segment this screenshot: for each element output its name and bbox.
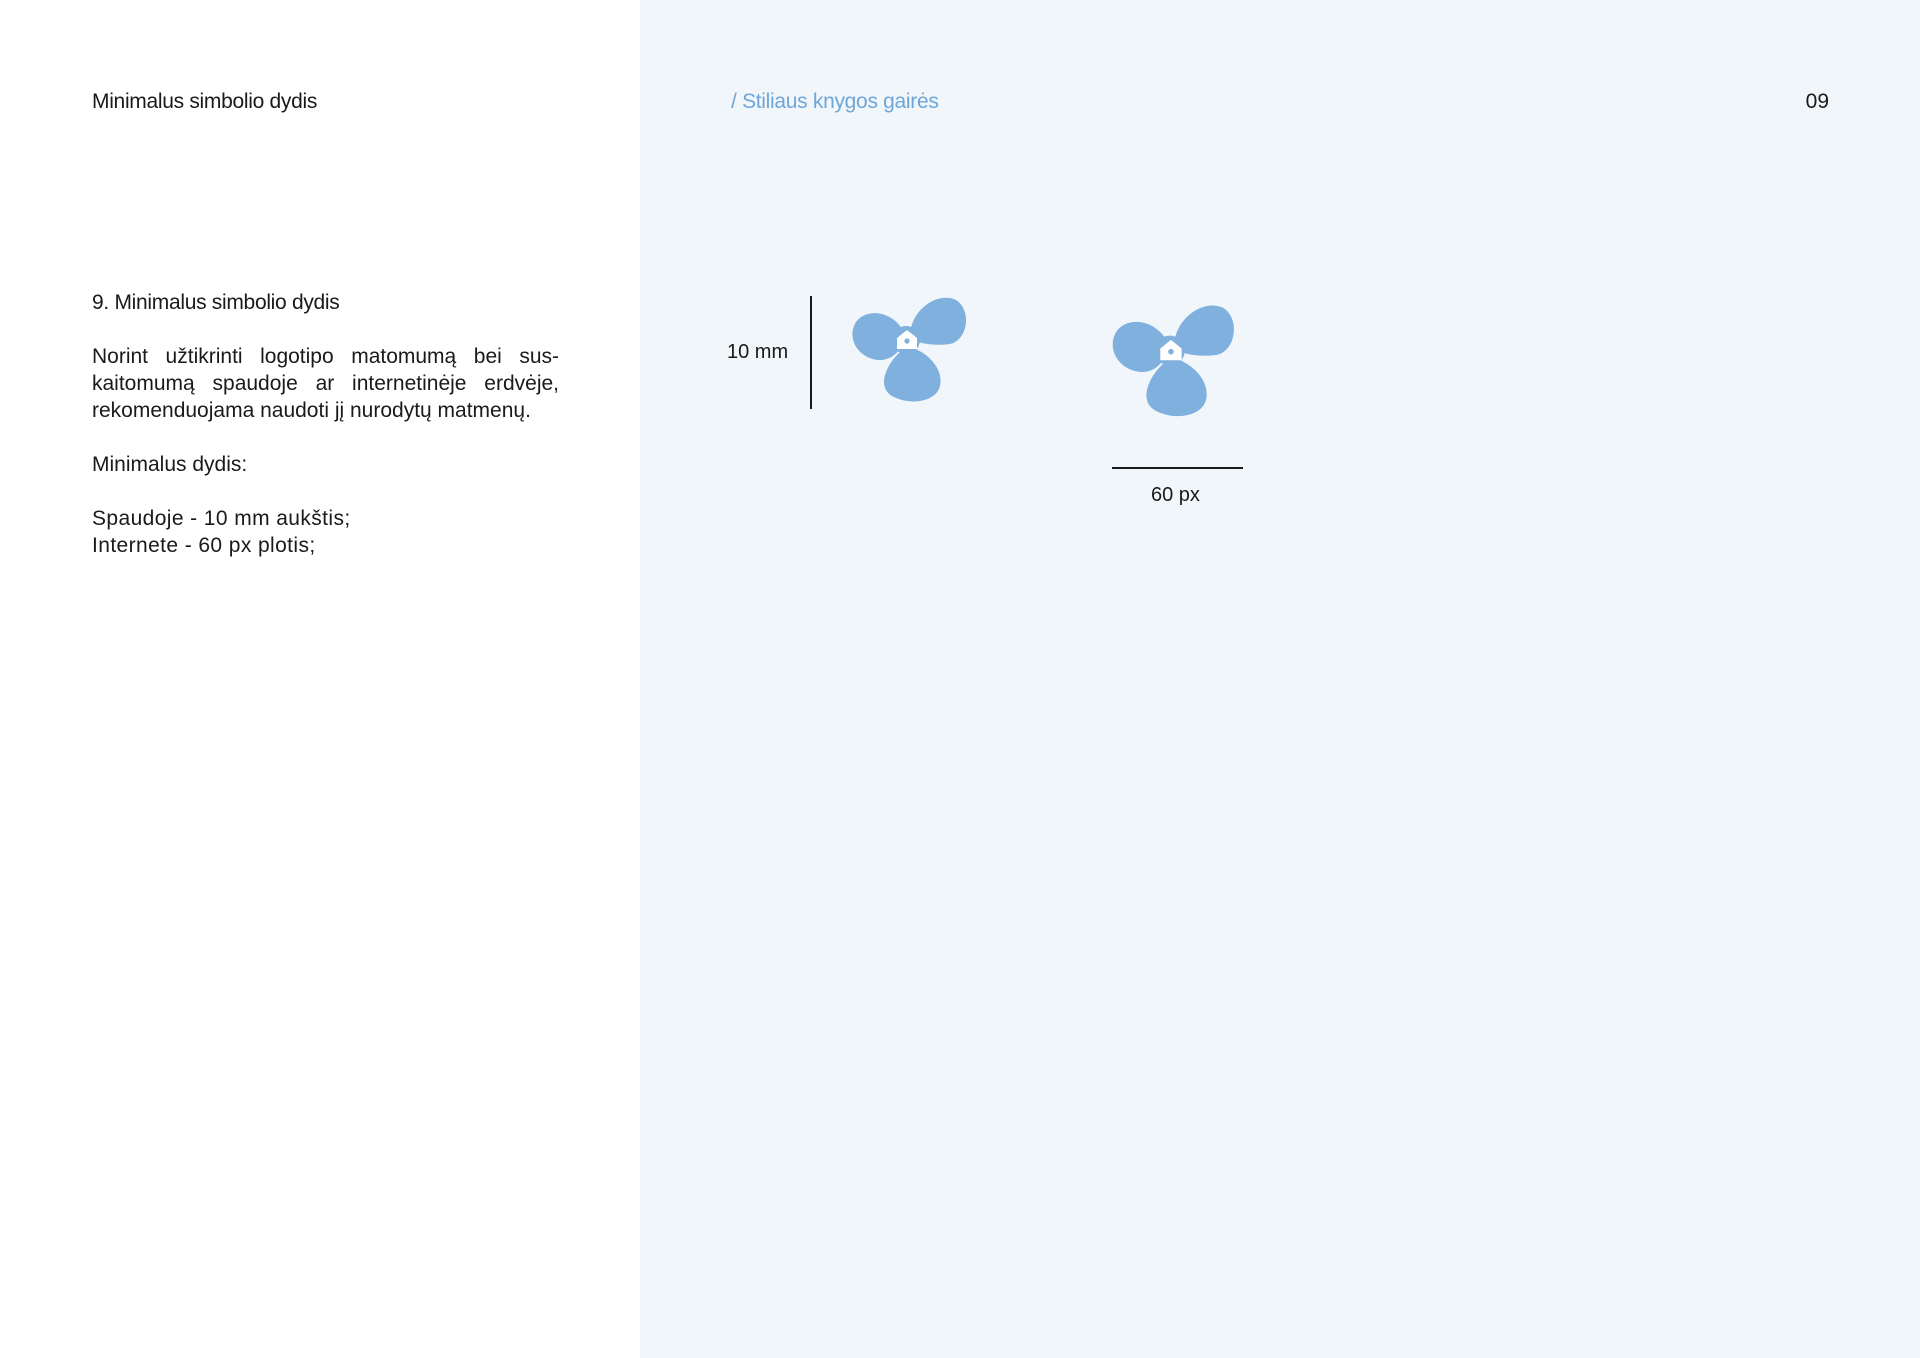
web-spec: Internete - 60 px plotis; <box>92 534 316 557</box>
page-number: 09 <box>1805 90 1829 113</box>
section-title: Minimalus simbolio dydis <box>92 90 318 113</box>
description-block <box>92 289 559 559</box>
breadcrumb: / Stiliaus knygos gairės <box>731 90 939 113</box>
width-dimension-line <box>1112 467 1243 469</box>
width-dimension-label: 60 px <box>1151 484 1200 506</box>
right-panel <box>640 0 1920 1358</box>
min-size-label: Minimalus dydis: <box>92 453 248 476</box>
propeller-house-logo-icon <box>848 288 968 404</box>
height-dimension-line <box>810 296 812 409</box>
propeller-house-logo-icon <box>1108 295 1236 419</box>
height-dimension-label: 10 mm <box>727 341 789 363</box>
left-panel <box>0 0 640 1358</box>
description-paragraph: Norint užtikrinti logotipo matomumą bei sus-kaitomumą spaudoje ar internetinėje erdvėje, rekomenduojama naudoti jį nurodytų matmenų. <box>92 345 559 422</box>
content-heading: 9. Minimalus simbolio dydis <box>92 291 340 314</box>
print-spec: Spaudoje - 10 mm aukštis; <box>92 507 351 530</box>
